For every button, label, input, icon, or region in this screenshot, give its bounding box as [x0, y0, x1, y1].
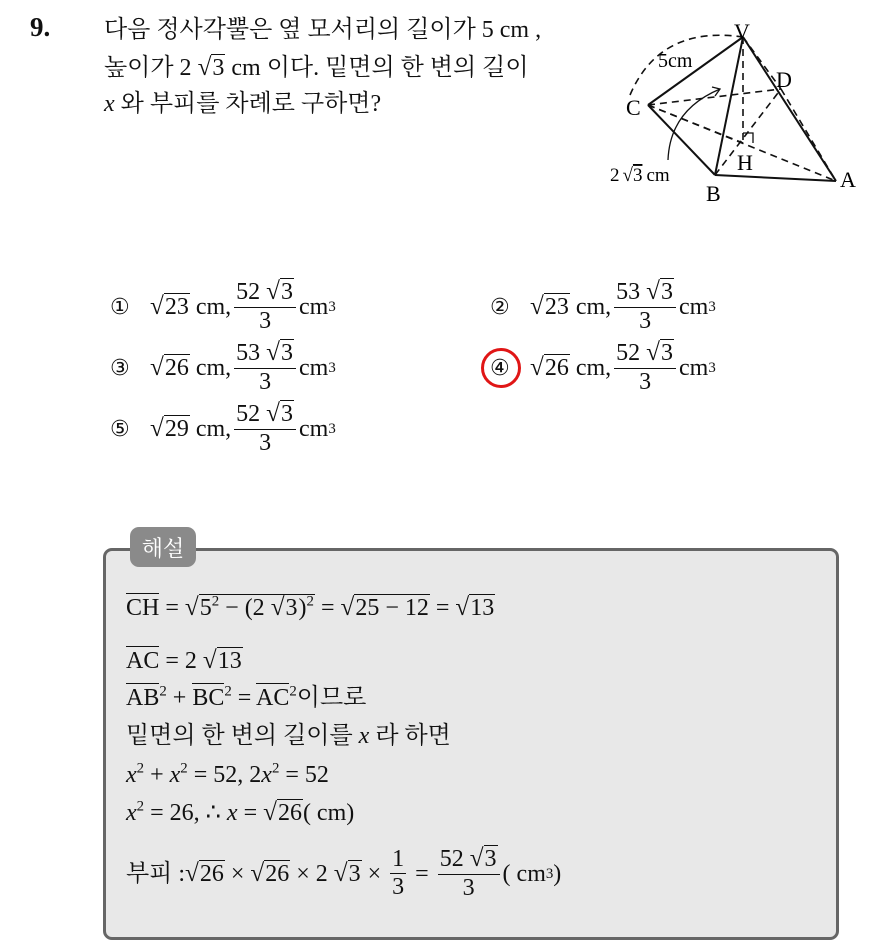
solution-line-4: 밑면의 한 변의 길이를 x 라 하면 — [126, 723, 451, 749]
question-line-1: 다음 정사각뿔은 옆 모서리의 길이가 5 cm , — [104, 17, 542, 43]
solution-line-2: AC = 2 √13 — [126, 647, 242, 674]
vertex-label-c: C — [626, 95, 641, 120]
choice-4[interactable]: ④ √26 cm, $\frac{52 √3}{3}$ cm 3 — [490, 337, 716, 399]
vertex-label-d: D — [776, 67, 792, 92]
choice-2[interactable]: ② √23 cm, $\frac{53 √3}{3}$ cm 3 — [490, 278, 716, 335]
choice-3-mark: ③ — [110, 355, 130, 381]
foot-label-h: H — [737, 150, 753, 175]
choice-5-mark: ⑤ — [110, 416, 130, 442]
choice-4-mark: ④ — [490, 356, 530, 381]
solution-tag: 해설 — [130, 527, 196, 567]
vertex-label-v: V — [734, 19, 750, 44]
solution-line-7: 부피 : √26 × √26 × 2 √3 × $\frac{1}{3}$ = $\frac{52 √3}{3}$ ( cm 3 ) — [126, 845, 562, 901]
solution-line-6: $x^2 = 26$, ∴ x = √26( cm) — [126, 798, 355, 826]
vertex-label-a: A — [840, 167, 856, 192]
choice-1[interactable]: ① √23 cm, $\frac{52 √3}{3}$ cm 3 — [110, 278, 336, 335]
choice-1-mark: ① — [110, 294, 130, 320]
choice-5[interactable]: ⑤ √29 cm, $\frac{52 √3}{3}$ cm 3 — [110, 400, 336, 457]
edge-length-label: 5cm — [658, 50, 693, 72]
question-line-2: 높이가 2 √3 cm 이다. 밑면의 한 변의 길이 — [104, 54, 529, 81]
solution-line-3: $AB^2 + BC^2 = AC^2$이므로 — [126, 683, 367, 711]
question-line-3: x 와 부피를 차례로 구하면? — [104, 91, 382, 117]
solution-line-5: $x^2 + x^2 = 52$, $2x^2 = 52$ — [126, 760, 329, 788]
pyramid-figure — [600, 15, 870, 215]
height-length-label: 2 √3 cm — [610, 165, 670, 186]
selected-answer-circle — [481, 348, 521, 388]
question-number: 9. — [30, 12, 51, 42]
vertex-label-b: B — [706, 181, 721, 206]
solution-line-1: CH = $√5^2 - (2$ √3)$^2$ = √25 − 12 = √13 — [126, 593, 495, 621]
choice-3[interactable]: ③ √26 cm, $\frac{53 √3}{3}$ cm 3 — [110, 339, 336, 396]
choice-2-mark: ② — [490, 294, 510, 320]
